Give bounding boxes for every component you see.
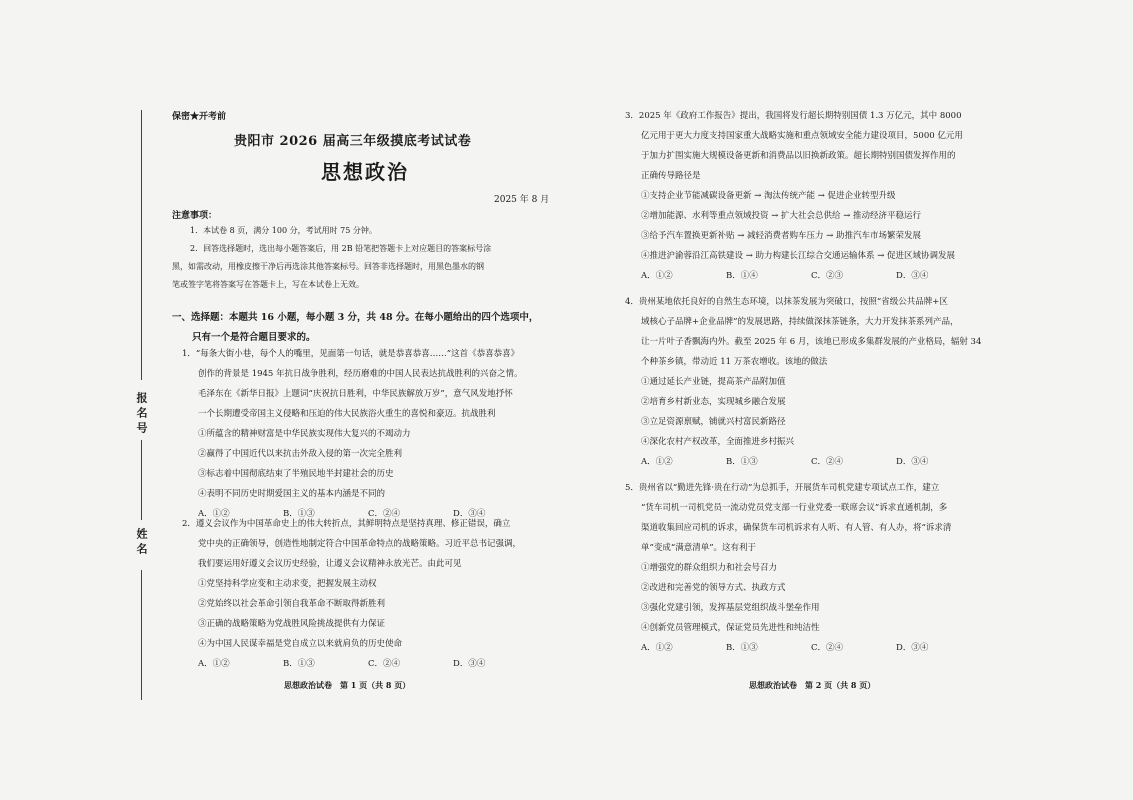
choice-a: A．①② bbox=[641, 457, 673, 467]
choice-a: A．①② bbox=[641, 643, 673, 653]
page-footer: 思想政治试卷 第 1 页（共 8 页） bbox=[284, 680, 411, 690]
option-item: ②培育乡村新业态，实现城乡融合发展 bbox=[641, 397, 786, 407]
question-2 bbox=[182, 514, 538, 674]
question-line: 毛泽东在《新华日报》上题词“庆祝抗日胜利，中华民族解放万岁”，意气风发地抒怀 bbox=[198, 389, 513, 399]
question-line: 一个长期遭受帝国主义侵略和压迫的伟大民族浴火重生的喜悦和豪迈。抗战胜利 bbox=[198, 409, 496, 419]
option-item: ③正确的战略策略为党战胜风险挑战提供有力保证 bbox=[198, 619, 386, 629]
option-item: ③立足资源禀赋，铺就兴村富民新路径 bbox=[641, 417, 786, 427]
choice-c: C．②④ bbox=[811, 457, 844, 467]
question-line: “货车司机一司机党员一流动党员党支部一行业党委一联席会议”诉求直通机制，多 bbox=[641, 503, 948, 513]
notice-item: 黑，如需改动，用橡皮擦干净后再选涂其他答案标号。回答非选择题时，用黑色墨水的钢 bbox=[172, 262, 484, 271]
section-heading bbox=[172, 308, 592, 348]
question-line: 域核心子品牌+企业品牌”的发展思路，持续做深抹茶链条，大力开发抹茶系列产品， bbox=[641, 317, 959, 327]
question-3 bbox=[625, 106, 981, 286]
choice-a: A．①② bbox=[641, 271, 673, 281]
option-item: ①通过延长产业链，提高茶产品附加值 bbox=[641, 377, 786, 387]
question-line: 3．2025 年《政府工作报告》提出，我国将发行超长期特别国债 1.3 万亿元，其中 8000 bbox=[625, 111, 962, 121]
choice-b: B．①③ bbox=[726, 643, 758, 653]
question-1 bbox=[182, 344, 538, 524]
question-4 bbox=[625, 292, 981, 472]
question-line: 个种茶乡镇，带动近 11 万茶农增收。该地的做法 bbox=[641, 357, 828, 367]
option-item: ④推进沪渝蓉沿江高铁建设 → 助力构建长江综合交通运输体系 → 促进区域协调发展 bbox=[641, 251, 956, 261]
question-line: 让一片叶子香飘海内外。截至 2025 年 6 月，该地已形成多集群发展的产业格局，辐射 34 bbox=[641, 337, 982, 347]
question-5 bbox=[625, 478, 981, 658]
name-label: 姓名 bbox=[135, 528, 148, 558]
option-item: ④表明不同历史时期爱国主义的基本内涵是不同的 bbox=[198, 489, 386, 499]
notice-item: 1．本试卷 8 页，满分 100 分，考试用时 75 分钟。 bbox=[190, 226, 377, 235]
confidential-mark: 保密★开考前 bbox=[172, 112, 227, 122]
option-item: ③标志着中国彻底结束了半殖民地半封建社会的历史 bbox=[198, 469, 394, 479]
question-line: 创作的背景是 1945 年抗日战争胜利，经历磨难的中国人民表达抗战胜利的兴奋之情。 bbox=[198, 369, 523, 379]
section-line: 一、选择题：本题共 16 小题，每小题 3 分，共 48 分。在每小题给出的四个选项中， bbox=[172, 312, 539, 323]
choice-b: B．①③ bbox=[726, 457, 758, 467]
option-item: ④为中国人民谋幸福是党自成立以来就肩负的历史使命 bbox=[198, 639, 403, 649]
option-item: ②增加能源、水利等重点领域投资 → 扩大社会总供给 → 推动经济平稳运行 bbox=[641, 211, 922, 221]
option-item: ①增强党的群众组织力和社会号召力 bbox=[641, 563, 778, 573]
choice-d: D．③④ bbox=[896, 457, 929, 467]
choice-c: C．②④ bbox=[368, 509, 401, 519]
notice-heading: 注意事项： bbox=[172, 211, 218, 221]
option-item: ③给予汽车置换更新补贴 → 减轻消费者购车压力 → 助推汽车市场繁荣发展 bbox=[641, 231, 922, 241]
notice-item: 笔或签字笔将答案写在答题卡上，写在本试卷上无效。 bbox=[172, 280, 364, 289]
choice-b: B．①③ bbox=[283, 509, 315, 519]
answer-choices bbox=[625, 638, 981, 658]
question-line: 党中央的正确领导，创造性地制定符合中国革命特点的战略策略。习近平总书记强调， bbox=[198, 539, 522, 549]
subject-title: 思想政治 bbox=[321, 160, 409, 184]
binding-line-top bbox=[141, 110, 142, 380]
notice-item: 2．回答选择题时，选出每小题答案后，用 2B 铅笔把答题卡上对应题目的答案标号涂 bbox=[190, 244, 492, 253]
binding-line-bottom bbox=[141, 570, 142, 700]
choice-b: B．①④ bbox=[726, 271, 758, 281]
exam-title: 贵阳市 2026 届高三年级摸底考试试卷 bbox=[234, 134, 472, 149]
choice-a: A．①② bbox=[198, 659, 230, 669]
option-item: ②赢得了中国近代以来抗击外敌入侵的第一次完全胜利 bbox=[198, 449, 403, 459]
answer-choices bbox=[625, 266, 981, 286]
question-line: 渠道收集回应司机的诉求，确保货车司机诉求有人听、有人管、有人办，将“诉求清 bbox=[641, 523, 952, 533]
option-item: ①支持企业节能减碳设备更新 → 淘汰传统产能 → 促进企业转型升级 bbox=[641, 191, 896, 201]
choice-a: A．①② bbox=[198, 509, 230, 519]
option-item: ④创新党员管理模式，保证党员先进性和纯洁性 bbox=[641, 623, 820, 633]
question-line: 单”变成“满意清单”。这有利于 bbox=[641, 543, 757, 553]
option-item: ④深化农村产权改革，全面推进乡村振兴 bbox=[641, 437, 795, 447]
choice-b: B．①③ bbox=[283, 659, 315, 669]
question-line: 亿元用于更大力度支持国家重大战略实施和重点领域安全能力建设项目，5000 亿元用 bbox=[641, 131, 963, 141]
binding-line-mid bbox=[141, 440, 142, 520]
option-item: ①所蕴含的精神财富是中华民族实现伟大复兴的不竭动力 bbox=[198, 429, 411, 439]
regno-label: 报名号 bbox=[135, 392, 148, 437]
choice-d: D．③④ bbox=[453, 659, 486, 669]
choice-d: D．③④ bbox=[896, 643, 929, 653]
section-line: 只有一个是符合题目要求的。 bbox=[192, 332, 316, 343]
option-item: ①党坚持科学应变和主动求变，把握发展主动权 bbox=[198, 579, 377, 589]
page-footer: 思想政治试卷 第 2 页（共 8 页） bbox=[749, 680, 876, 690]
choice-d: D．③④ bbox=[453, 509, 486, 519]
answer-choices bbox=[625, 452, 981, 472]
option-item: ③强化党建引领，发挥基层党组织战斗堡垒作用 bbox=[641, 603, 820, 613]
option-item: ②改进和完善党的领导方式、执政方式 bbox=[641, 583, 786, 593]
choice-c: C．②③ bbox=[811, 271, 844, 281]
choice-c: C．②④ bbox=[368, 659, 401, 669]
question-line: 4．贵州某地依托良好的自然生态环境，以抹茶发展为突破口，按照“省级公共品牌+区 bbox=[625, 297, 948, 307]
exam-date: 2025 年 8 月 bbox=[494, 195, 550, 205]
question-line: 5．贵州省以“勤进先锋·贵在行动”为总抓手，开展货车司机党建专项试点工作，建立 bbox=[625, 483, 940, 493]
choice-c: C．②④ bbox=[811, 643, 844, 653]
question-line: 我们要运用好遵义会议历史经验，让遵义会议精神永放光芒。由此可见 bbox=[198, 559, 462, 569]
answer-choices bbox=[182, 654, 538, 674]
question-line: 1．“每条大街小巷，每个人的嘴里，见面第一句话，就是恭喜恭喜……”这首《恭喜恭喜》 bbox=[182, 349, 520, 359]
question-line: 2．遵义会议作为中国革命史上的伟大转折点，其鲜明特点是坚持真理、修正错误，确立 bbox=[182, 519, 511, 529]
question-line: 于加力扩围实施大规模设备更新和消费品以旧换新政策。超长期特别国债发挥作用的 bbox=[641, 151, 956, 161]
option-item: ②党始终以社会革命引领自我革命不断取得新胜利 bbox=[198, 599, 386, 609]
question-line: 正确传导路径是 bbox=[641, 171, 701, 181]
choice-d: D．③④ bbox=[896, 271, 929, 281]
